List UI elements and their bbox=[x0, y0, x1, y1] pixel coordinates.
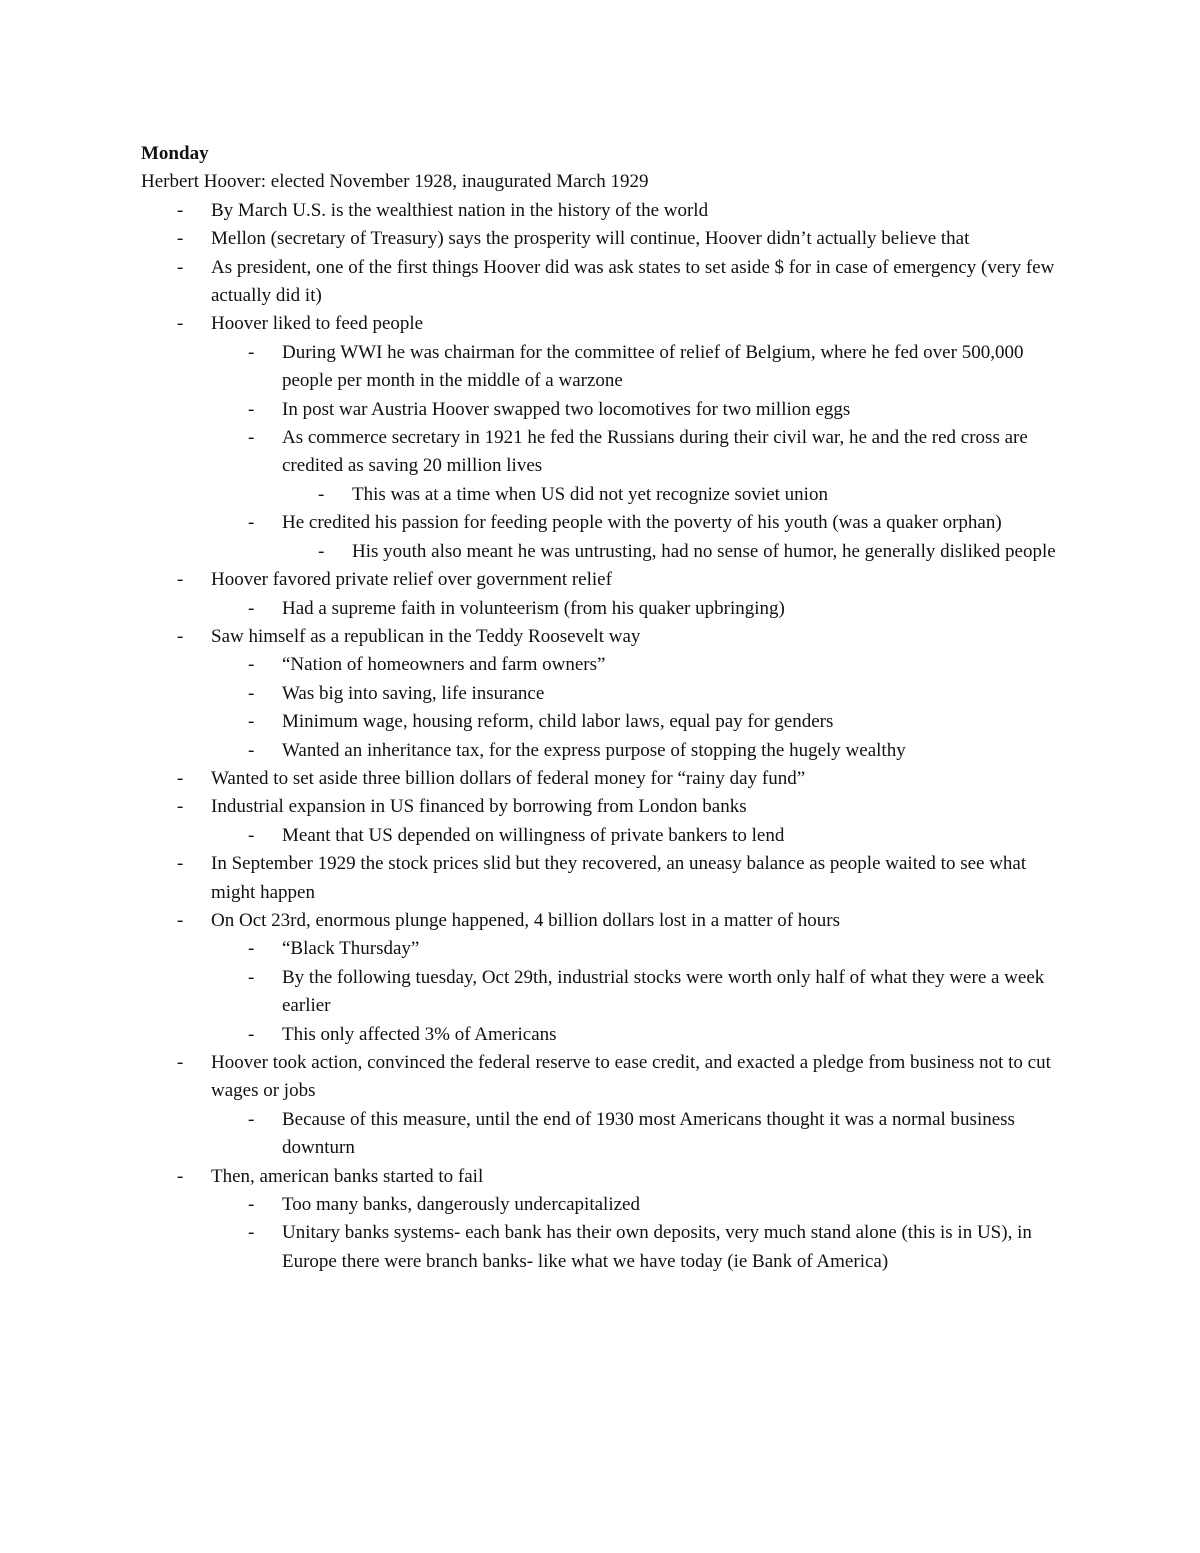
list-item: - As commerce secretary in 1921 he fed the Russians during their civil war, he and the red cross are credited as saving 20 million lives bbox=[141, 424, 1061, 481]
list-item: - This was at a time when US did not yet recognize soviet union bbox=[141, 481, 1061, 509]
list-item: - Because of this measure, until the end of 1930 most Americans thought it was a normal business downturn bbox=[141, 1106, 1061, 1163]
page-title: Monday bbox=[141, 143, 209, 164]
list-item: - By March U.S. is the wealthiest nation in the history of the world bbox=[141, 197, 1061, 225]
list-item: - By the following tuesday, Oct 29th, industrial stocks were worth only half of what they were a week earlier bbox=[141, 964, 1061, 1021]
intro-line: Herbert Hoover: elected November 1928, inaugurated March 1929 bbox=[141, 171, 649, 193]
list-item: - Hoover favored private relief over government relief bbox=[141, 566, 1061, 594]
list-item: - As president, one of the first things Hoover did was ask states to set aside $ for in case of emergency (very few actually did it) bbox=[141, 254, 1061, 311]
list-item: - Saw himself as a republican in the Teddy Roosevelt way bbox=[141, 623, 1061, 651]
list-item: - On Oct 23rd, enormous plunge happened, 4 billion dollars lost in a matter of hours bbox=[141, 907, 1061, 935]
list-item: - Then, american banks started to fail bbox=[141, 1163, 1061, 1191]
list-item: - Wanted to set aside three billion dollars of federal money for “rainy day fund” bbox=[141, 765, 1061, 793]
list-item: - “Black Thursday” bbox=[141, 935, 1061, 963]
list-item: - In post war Austria Hoover swapped two locomotives for two million eggs bbox=[141, 396, 1061, 424]
list-item: - Meant that US depended on willingness of private bankers to lend bbox=[141, 822, 1061, 850]
list-item: - This only affected 3% of Americans bbox=[141, 1021, 1061, 1049]
list-item: - Wanted an inheritance tax, for the express purpose of stopping the hugely wealthy bbox=[141, 737, 1061, 765]
notes-content bbox=[141, 140, 1061, 1276]
list-item: - “Nation of homeowners and farm owners” bbox=[141, 651, 1061, 679]
list-item: - Unitary banks systems- each bank has their own deposits, very much stand alone (this is in US), in Europe there were branch banks- like what we have today (ie Bank of America) bbox=[141, 1219, 1061, 1276]
list-item: - Hoover liked to feed people bbox=[141, 310, 1061, 338]
list-item: - His youth also meant he was untrusting, had no sense of humor, he generally disliked people bbox=[141, 538, 1061, 566]
list-item: - Mellon (secretary of Treasury) says the prosperity will continue, Hoover didn’t actually believe that bbox=[141, 225, 1061, 253]
bullet-list bbox=[141, 197, 1061, 1276]
list-item: - Industrial expansion in US financed by borrowing from London banks bbox=[141, 793, 1061, 821]
list-item: - Was big into saving, life insurance bbox=[141, 680, 1061, 708]
list-item: - In September 1929 the stock prices slid but they recovered, an uneasy balance as people waited to see what might happen bbox=[141, 850, 1061, 907]
list-item: - Minimum wage, housing reform, child labor laws, equal pay for genders bbox=[141, 708, 1061, 736]
list-item: - He credited his passion for feeding people with the poverty of his youth (was a quaker orphan) bbox=[141, 509, 1061, 537]
list-item: - During WWI he was chairman for the committee of relief of Belgium, where he fed over 500,000 people per month in the middle of a warzone bbox=[141, 339, 1061, 396]
list-item: - Too many banks, dangerously undercapitalized bbox=[141, 1191, 1061, 1219]
list-item: - Hoover took action, convinced the federal reserve to ease credit, and exacted a pledge from business not to cut wages or jobs bbox=[141, 1049, 1061, 1106]
list-item: - Had a supreme faith in volunteerism (from his quaker upbringing) bbox=[141, 595, 1061, 623]
